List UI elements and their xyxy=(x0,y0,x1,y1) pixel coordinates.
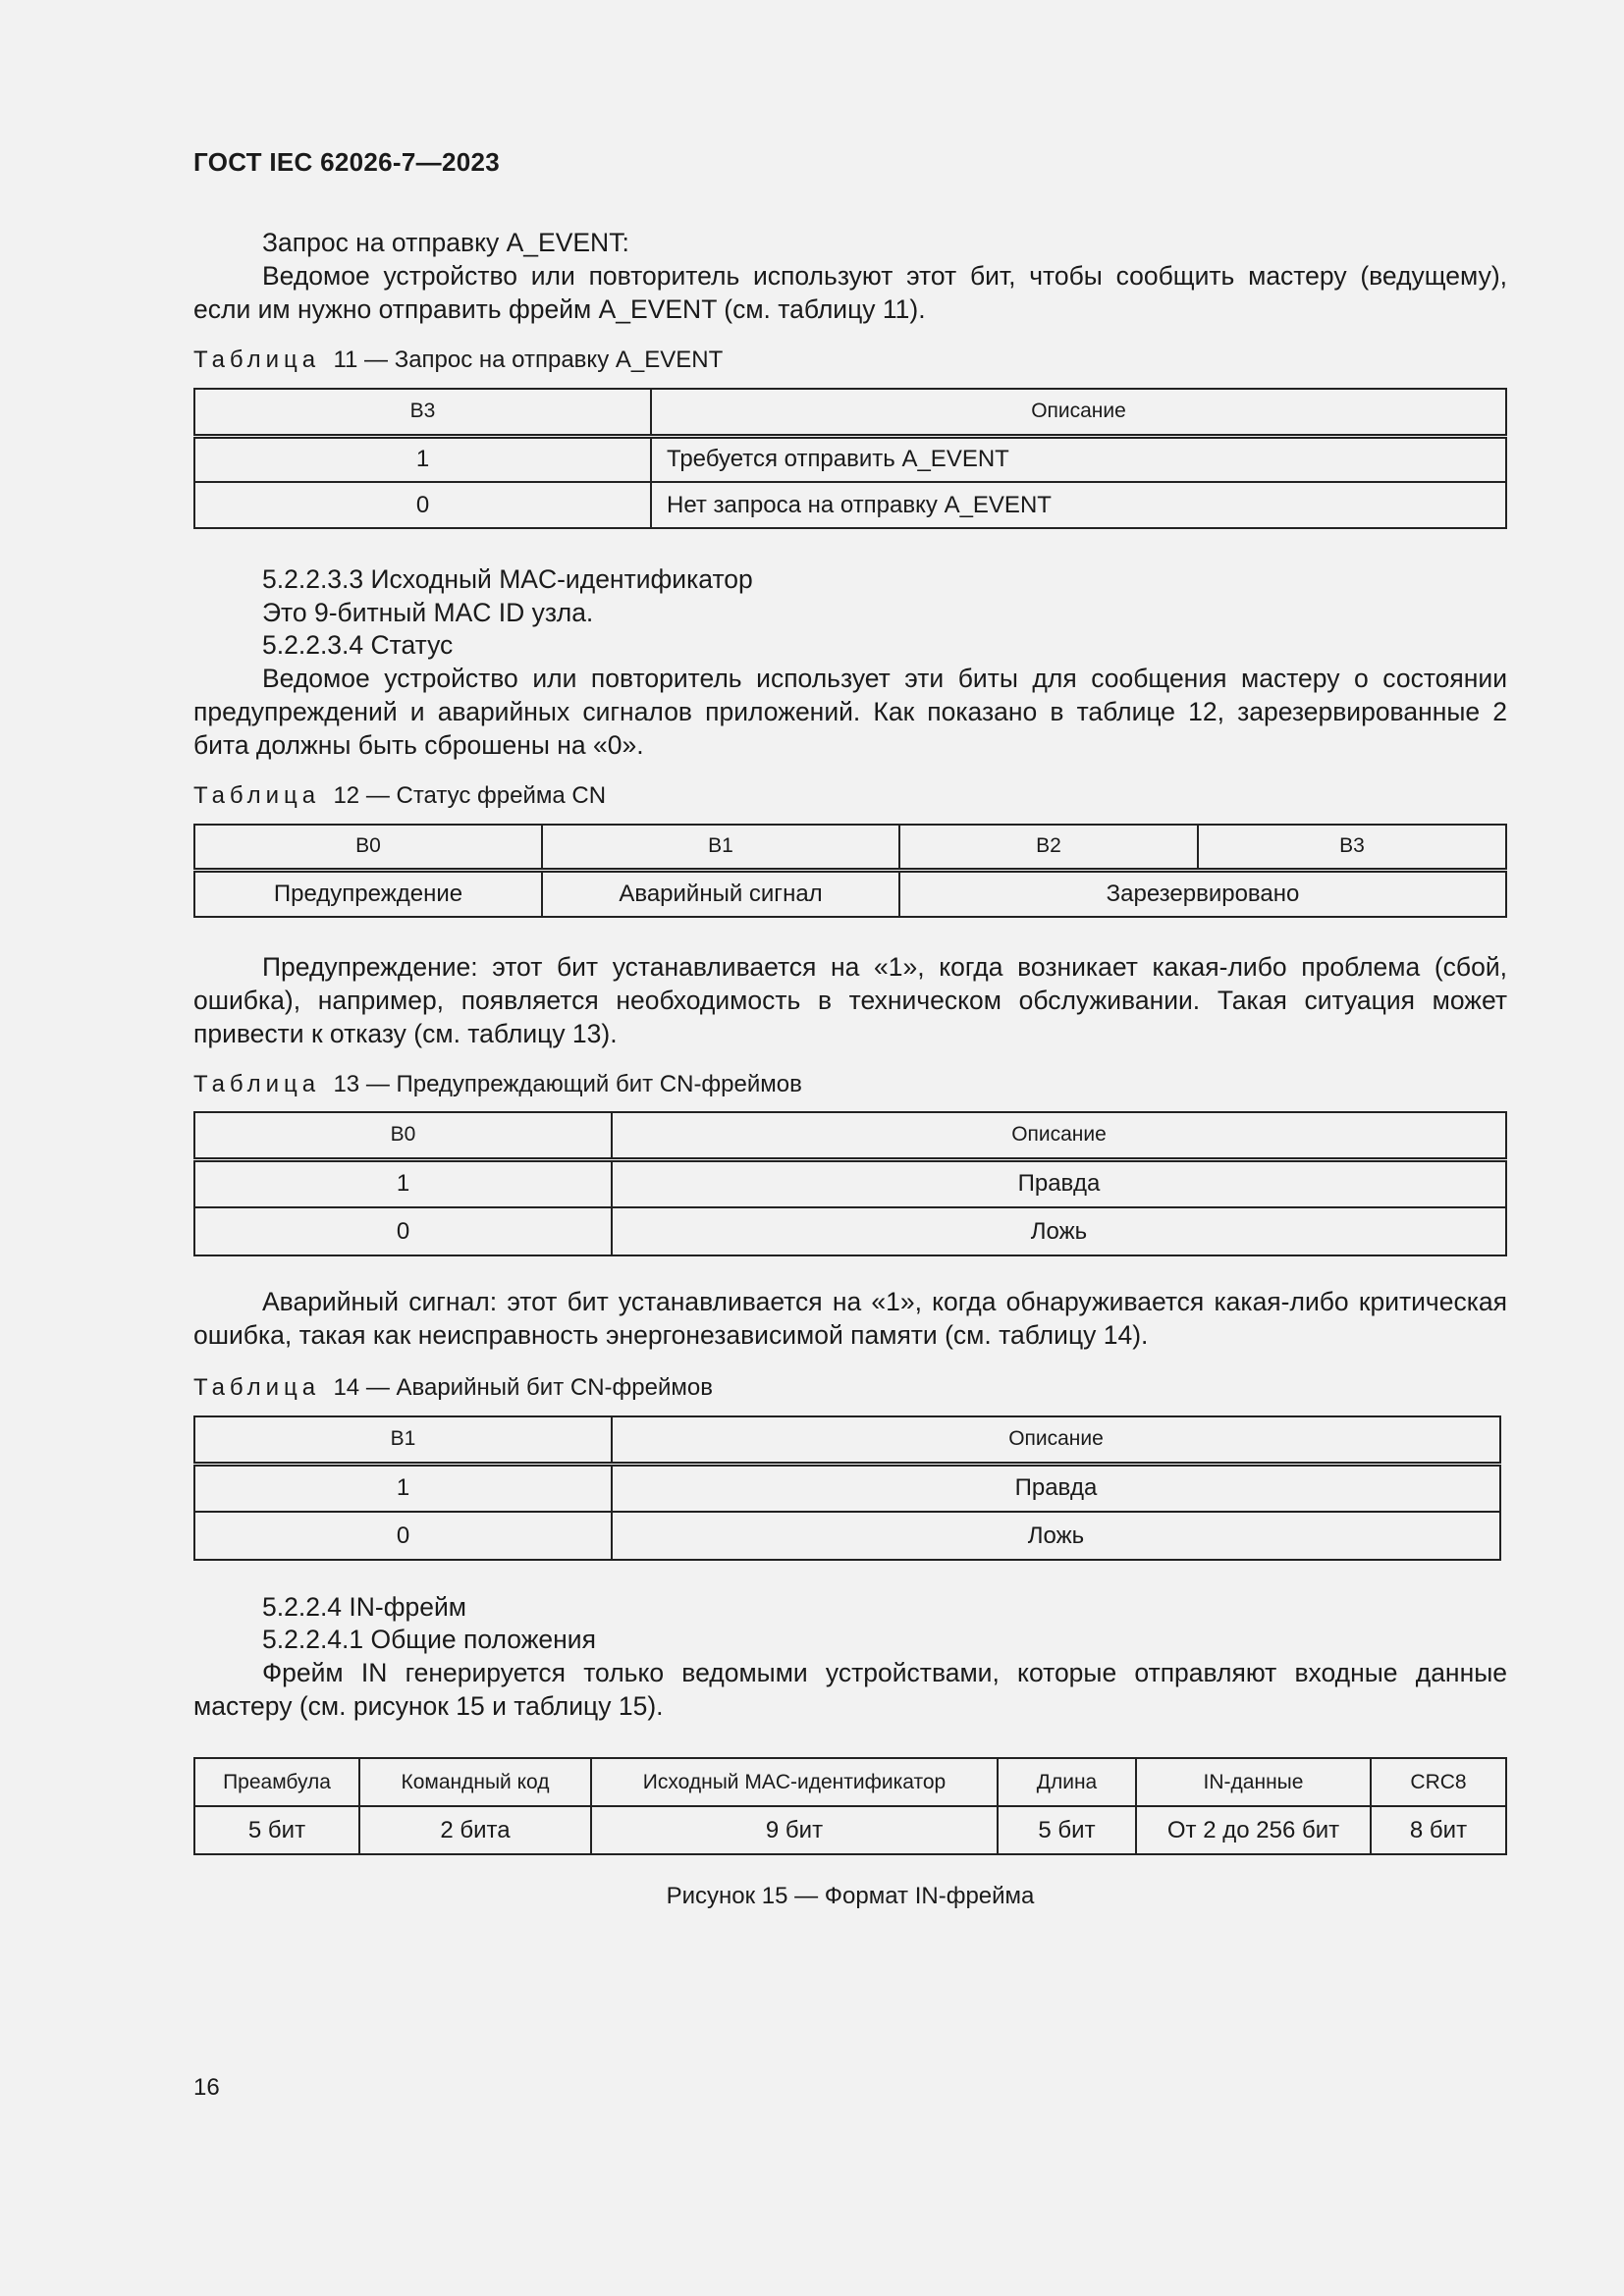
paragraph-title: Запрос на отправку A_EVENT: xyxy=(262,228,629,257)
table-cell: Требуется отправить A_EVENT xyxy=(651,436,1506,482)
field-size-cell: 5 бит xyxy=(998,1806,1136,1854)
table-caption xyxy=(193,1374,713,1402)
table-caption xyxy=(193,782,606,810)
table-header-cell: B0 xyxy=(194,1112,612,1159)
table-header-cell: Описание xyxy=(612,1112,1506,1159)
table-cell: 0 xyxy=(194,1512,612,1560)
table-12 xyxy=(193,824,1507,918)
table-cell: 1 xyxy=(194,436,651,482)
table-cell: 1 xyxy=(194,1464,612,1512)
field-name-cell: Исходный MAC-идентификатор xyxy=(591,1758,998,1806)
field-size-cell: 8 бит xyxy=(1371,1806,1506,1854)
field-size-cell: От 2 до 256 бит xyxy=(1136,1806,1371,1854)
table-header-cell: B1 xyxy=(542,825,899,870)
paragraph: Фрейм IN генерируется только ведомыми устройствами, которые отправляют входные данные мастеру (см. рисунок 15 и таблицу 15). xyxy=(193,1658,1507,1721)
section-heading: 5.2.2.3.3 Исходный MAC-идентификатор xyxy=(262,564,753,594)
table-header-cell: B1 xyxy=(194,1416,612,1464)
field-size-cell: 9 бит xyxy=(591,1806,998,1854)
table-cell: Зарезервировано xyxy=(899,870,1506,917)
table-cell: 0 xyxy=(194,1207,612,1255)
section-heading: 5.2.2.4 IN-фрейм xyxy=(262,1592,467,1622)
field-name-cell: Командный код xyxy=(359,1758,591,1806)
table-caption xyxy=(193,347,723,374)
table-caption-text: 12 — Статус фрейма CN xyxy=(333,782,607,809)
field-name-cell: Преамбула xyxy=(194,1758,359,1806)
paragraph: Предупреждение: этот бит устанавливается на «1», когда возникает какая-либо проблема (сбой, ошибка), например, появляется необходимость в техническом обслуживании. Такая ситуация может привести к отказу (см. таблицу 13). xyxy=(193,952,1507,1048)
table-cell: Аварийный сигнал xyxy=(542,870,899,917)
table-cell: 0 xyxy=(194,482,651,528)
field-name-cell: IN-данные xyxy=(1136,1758,1371,1806)
table-13 xyxy=(193,1111,1507,1256)
frame-format-table xyxy=(193,1757,1507,1855)
section-heading: 5.2.2.3.4 Статус xyxy=(262,630,454,660)
table-cell: Ложь xyxy=(612,1207,1506,1255)
table-cell: Правда xyxy=(612,1464,1500,1512)
table-header-cell: B3 xyxy=(194,389,651,436)
field-name-cell: Длина xyxy=(998,1758,1136,1806)
table-caption-prefix: Таблица xyxy=(193,782,321,809)
table-header-cell: B3 xyxy=(1198,825,1506,870)
table-caption-prefix: Таблица xyxy=(193,1374,321,1401)
table-14 xyxy=(193,1415,1501,1561)
table-header-cell: B2 xyxy=(899,825,1198,870)
table-caption-text: 11 — Запрос на отправку A_EVENT xyxy=(333,347,724,373)
table-header-cell: B0 xyxy=(194,825,542,870)
table-caption-prefix: Таблица xyxy=(193,1071,321,1097)
table-cell: 1 xyxy=(194,1159,612,1207)
paragraph: Это 9-битный MAC ID узла. xyxy=(262,598,594,627)
paragraph: Аварийный сигнал: этот бит устанавливается на «1», когда обнаруживается какая-либо критическая ошибка, такая как неисправность энергонезависимой памяти (см. таблицу 14). xyxy=(193,1287,1507,1350)
table-cell: Предупреждение xyxy=(194,870,542,917)
table-caption-prefix: Таблица xyxy=(193,347,321,373)
table-11 xyxy=(193,388,1507,529)
table-header-cell: Описание xyxy=(612,1416,1500,1464)
section-heading: 5.2.2.4.1 Общие положения xyxy=(262,1625,596,1654)
document-header: ГОСТ IEC 62026-7—2023 xyxy=(193,147,500,177)
table-caption xyxy=(193,1071,802,1098)
table-caption-text: 13 — Предупреждающий бит CN-фреймов xyxy=(333,1071,802,1097)
figure-caption: Рисунок 15 — Формат IN-фрейма xyxy=(666,1883,1035,1909)
table-header-cell: Описание xyxy=(651,389,1506,436)
table-cell: Ложь xyxy=(612,1512,1500,1560)
table-cell: Нет запроса на отправку A_EVENT xyxy=(651,482,1506,528)
paragraph: Ведомое устройство или повторитель используют этот бит, чтобы сообщить мастеру (ведущему), если им нужно отправить фрейм A_EVENT (см. таблицу 11). xyxy=(193,261,1507,324)
field-name-cell: CRC8 xyxy=(1371,1758,1506,1806)
table-cell: Правда xyxy=(612,1159,1506,1207)
field-size-cell: 2 бита xyxy=(359,1806,591,1854)
table-caption-text: 14 — Аварийный бит CN-фреймов xyxy=(333,1374,713,1401)
field-size-cell: 5 бит xyxy=(194,1806,359,1854)
page-number: 16 xyxy=(193,2074,220,2101)
paragraph: Ведомое устройство или повторитель использует эти биты для сообщения мастеру о состоянии предупреждений и аварийных сигналов приложений. Как показано в таблице 12, зарезервированные 2 бита должны быть сброшены на «0». xyxy=(193,664,1507,760)
